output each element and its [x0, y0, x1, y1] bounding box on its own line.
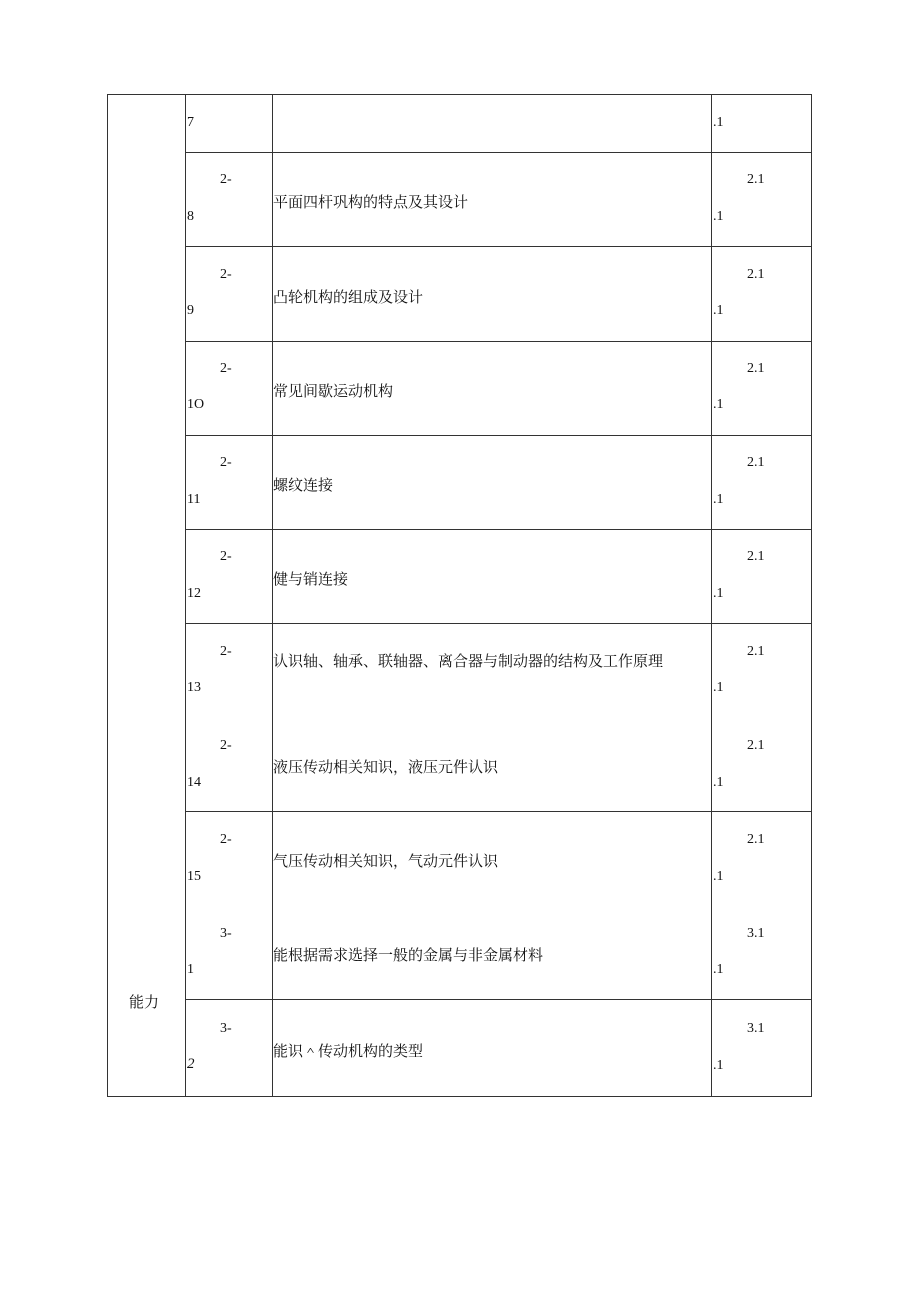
ref-bottom: .1: [713, 775, 724, 790]
ref-bottom: .1: [713, 303, 724, 318]
column-divider-3: [711, 94, 712, 1097]
row-description: 凸轮机构的组成及设计: [273, 288, 424, 306]
ref-top: 2.1: [747, 738, 765, 753]
code-top: 2-: [220, 738, 232, 753]
table-border-bottom: [107, 1096, 812, 1097]
row-description: 能根据需求选择一般的金属与非金属材料: [273, 946, 544, 964]
code-top: 2-: [220, 361, 232, 376]
code-top: 2-: [220, 172, 232, 187]
code-top: 3-: [220, 1021, 232, 1036]
code-top: 2-: [220, 644, 232, 659]
code-bottom: 15: [187, 869, 201, 884]
ref-top: 3.1: [747, 926, 765, 941]
category-label: 能力: [129, 993, 160, 1011]
table-border-right: [811, 94, 812, 1097]
row-divider: [185, 435, 812, 436]
row-divider: [185, 529, 812, 530]
code-top: 2-: [220, 267, 232, 282]
row-divider: [185, 623, 812, 624]
code-bottom: 11: [187, 492, 201, 507]
column-divider-1: [185, 94, 186, 1097]
table-border-top: [107, 94, 812, 95]
ref-bottom: .1: [713, 962, 724, 977]
row-description: 能识＾传动机构的类型: [273, 1042, 424, 1060]
row-description: 常见间歇运动机构: [273, 382, 394, 400]
code-top: 2-: [220, 455, 232, 470]
ref-top: 2.1: [747, 549, 765, 564]
code-bottom: 12: [187, 586, 201, 601]
row-description: 平面四杆巩构的特点及其设计: [273, 193, 469, 211]
ref-bottom: .1: [713, 492, 724, 507]
row-description: 螺纹连接: [273, 476, 334, 494]
ref-top: 2.1: [747, 361, 765, 376]
row-divider: [185, 999, 812, 1000]
code-top: 2-: [220, 549, 232, 564]
code-bottom: 8: [187, 209, 194, 224]
ref-top: 2.1: [747, 172, 765, 187]
ref-bottom: .1: [713, 115, 724, 130]
code-bottom: 13: [187, 680, 201, 695]
ref-bottom: .1: [713, 397, 724, 412]
code-bottom: 1: [187, 962, 194, 977]
row-description: 认识轴、轴承、联轴器、离合器与制动器的结构及工作原理: [273, 652, 664, 670]
ref-bottom: .1: [713, 869, 724, 884]
ref-top: 2.1: [747, 644, 765, 659]
row-description: 气压传动相关知识，气动元件认识: [273, 852, 499, 870]
ref-bottom: .1: [713, 1058, 724, 1073]
code-bottom: 9: [187, 303, 194, 318]
row-divider: [185, 811, 812, 812]
code-bottom: 2: [187, 1056, 195, 1072]
row-divider: [185, 246, 812, 247]
code-top: 2-: [220, 832, 232, 847]
code-top: 3-: [220, 926, 232, 941]
ref-top: 2.1: [747, 267, 765, 282]
code-bottom: 14: [187, 775, 201, 790]
code-bottom: 7: [187, 115, 194, 130]
ref-bottom: .1: [713, 586, 724, 601]
ref-top: 2.1: [747, 832, 765, 847]
ref-top: 2.1: [747, 455, 765, 470]
row-description: 液压传动相关知识，液压元件认识: [273, 758, 499, 776]
ref-bottom: .1: [713, 209, 724, 224]
ref-bottom: .1: [713, 680, 724, 695]
curriculum-table: [107, 94, 812, 1097]
ref-top: 3.1: [747, 1021, 765, 1036]
row-divider: [185, 152, 812, 153]
table-border-left: [107, 94, 108, 1097]
row-description: 健与销连接: [273, 570, 349, 588]
row-divider: [185, 341, 812, 342]
code-bottom: 1O: [187, 397, 205, 412]
